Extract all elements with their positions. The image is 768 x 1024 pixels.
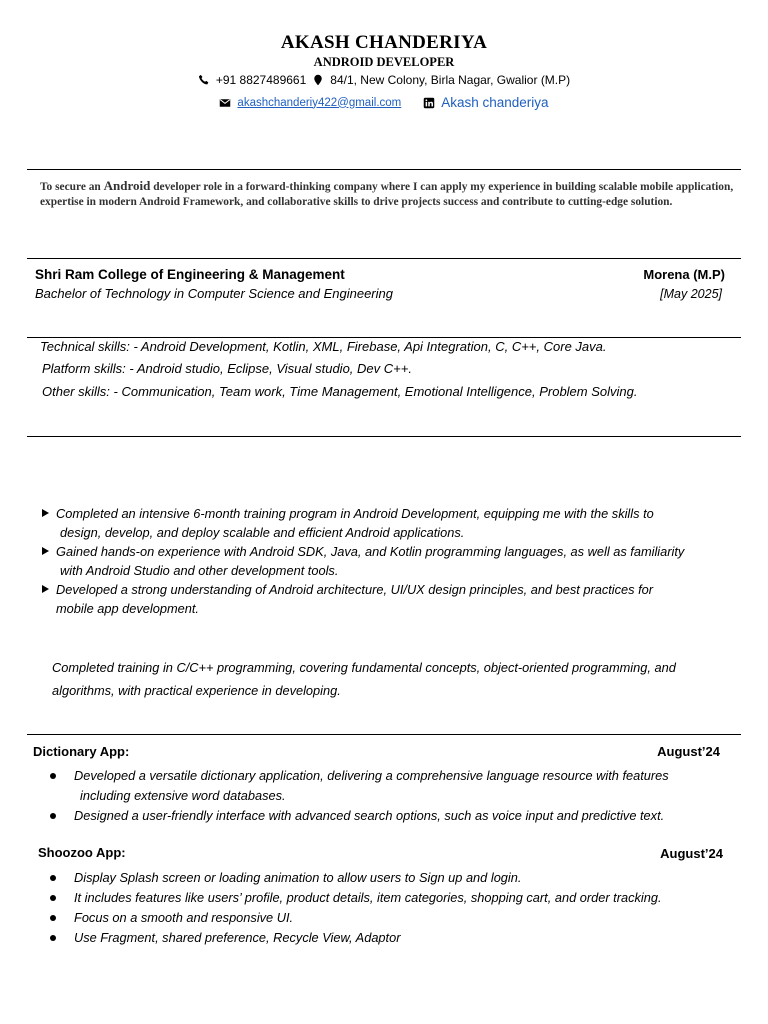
section-divider [27,337,741,338]
training-item-line: Developed a strong understanding of Android architecture, UI/UX design principles, and best practices for [56,582,654,597]
mail-icon [219,97,231,109]
section-divider [27,734,741,735]
candidate-name: AKASH CHANDERIYA [280,32,488,53]
project-title: Dictionary App: [33,744,130,759]
candidate-role: ANDROID DEVELOPER [313,55,455,69]
bullet-dot-icon [50,895,56,901]
training-item-line: Completed an intensive 6-month training program in Android Development, equipping me with the skills to [56,506,654,521]
college-location: Morena (M.P) [643,267,725,282]
list-item [50,888,750,908]
training-item-line: design, develop, and deploy scalable and efficient Android applications. [60,525,465,540]
linkedin-link[interactable]: Akash chanderiya [441,95,549,110]
other-skills: Other skills: - Communication, Team work, Time Management, Emotional Intelligence, Problem Solving. [42,384,638,399]
technical-skills: Technical skills: - Android Development, Kotlin, XML, Firebase, Api Integration, C, C++, Core Java. [40,339,607,354]
objective-highlight: Android [103,178,151,193]
platform-skills: Platform skills: - Android studio, Eclipse, Visual studio, Dev C++. [42,361,412,376]
project-point-line: including extensive word databases. [80,788,286,803]
training-item-line: with Android Studio and other development tools. [60,563,339,578]
objective-prefix: To secure an [40,181,104,193]
email-link[interactable]: akashchanderiy422@gmail.com [237,96,402,109]
list-item [50,908,750,928]
phone-number[interactable]: +91 8827489661 [215,73,307,87]
section-divider [27,258,741,259]
c-training-line: Completed training in C/C++ programming, covering fundamental concepts, object-oriented programming, and [52,660,676,675]
training-item-line: mobile app development. [56,601,199,616]
list-item [50,868,750,888]
triangle-bullet-icon [42,509,49,517]
objective-rest: developer role in a forward-thinking company where I can apply my experience in building scalable mobile application, expertise in modern Android Framework, and collaborative skills to drive projects success and contribute to cutting-edge solution. [40,181,734,208]
list-item [50,806,750,826]
project-points [50,766,750,826]
phone-icon [198,74,210,86]
triangle-bullet-icon [42,585,49,593]
project-point-line: Designed a user-friendly interface with advanced search options, such as voice input and predictive text. [74,808,665,823]
objective-text [40,178,740,210]
location-pin-icon [312,74,324,86]
project-point-line: It includes features like users’ profile, product details, item categories, shopping cart, and order tracking. [74,890,662,905]
triangle-bullet-icon [42,547,49,555]
project-point-line: Developed a versatile dictionary application, delivering a comprehensive language resource with features [74,768,669,783]
section-divider [27,169,741,170]
list-item [50,766,750,806]
project-point-line: Display Splash screen or loading animation to allow users to Sign up and login. [74,870,522,885]
project-title: Shoozoo App: [38,845,126,860]
training-list [42,504,742,618]
graduation-date: [May 2025] [660,287,722,301]
project-date: August’24 [657,744,720,759]
section-divider [27,436,741,437]
list-item [42,580,742,618]
project-date: August’24 [660,846,723,861]
bullet-dot-icon [50,915,56,921]
list-item [42,504,742,542]
project-point-line: Focus on a smooth and responsive UI. [74,910,294,925]
list-item [42,542,742,580]
list-item [50,928,750,948]
c-training-text [52,656,742,702]
bullet-dot-icon [50,875,56,881]
address: 84/1, New Colony, Birla Nagar, Gwalior (M.P) [330,73,571,87]
bullet-dot-icon [50,935,56,941]
contact-line [0,73,768,87]
project-points [50,868,750,948]
project-point-line: Use Fragment, shared preference, Recycle View, Adaptor [74,930,401,945]
c-training-line: algorithms, with practical experience in developing. [52,683,341,698]
college-name: Shri Ram College of Engineering & Management [35,267,345,282]
bullet-dot-icon [50,813,56,819]
bullet-dot-icon [50,773,56,779]
linkedin-icon [423,97,435,109]
training-item-line: Gained hands-on experience with Android SDK, Java, and Kotlin programming languages, as well as familiarity [56,544,685,559]
degree: Bachelor of Technology in Computer Science and Engineering [35,286,393,301]
online-contact-line [0,95,768,110]
